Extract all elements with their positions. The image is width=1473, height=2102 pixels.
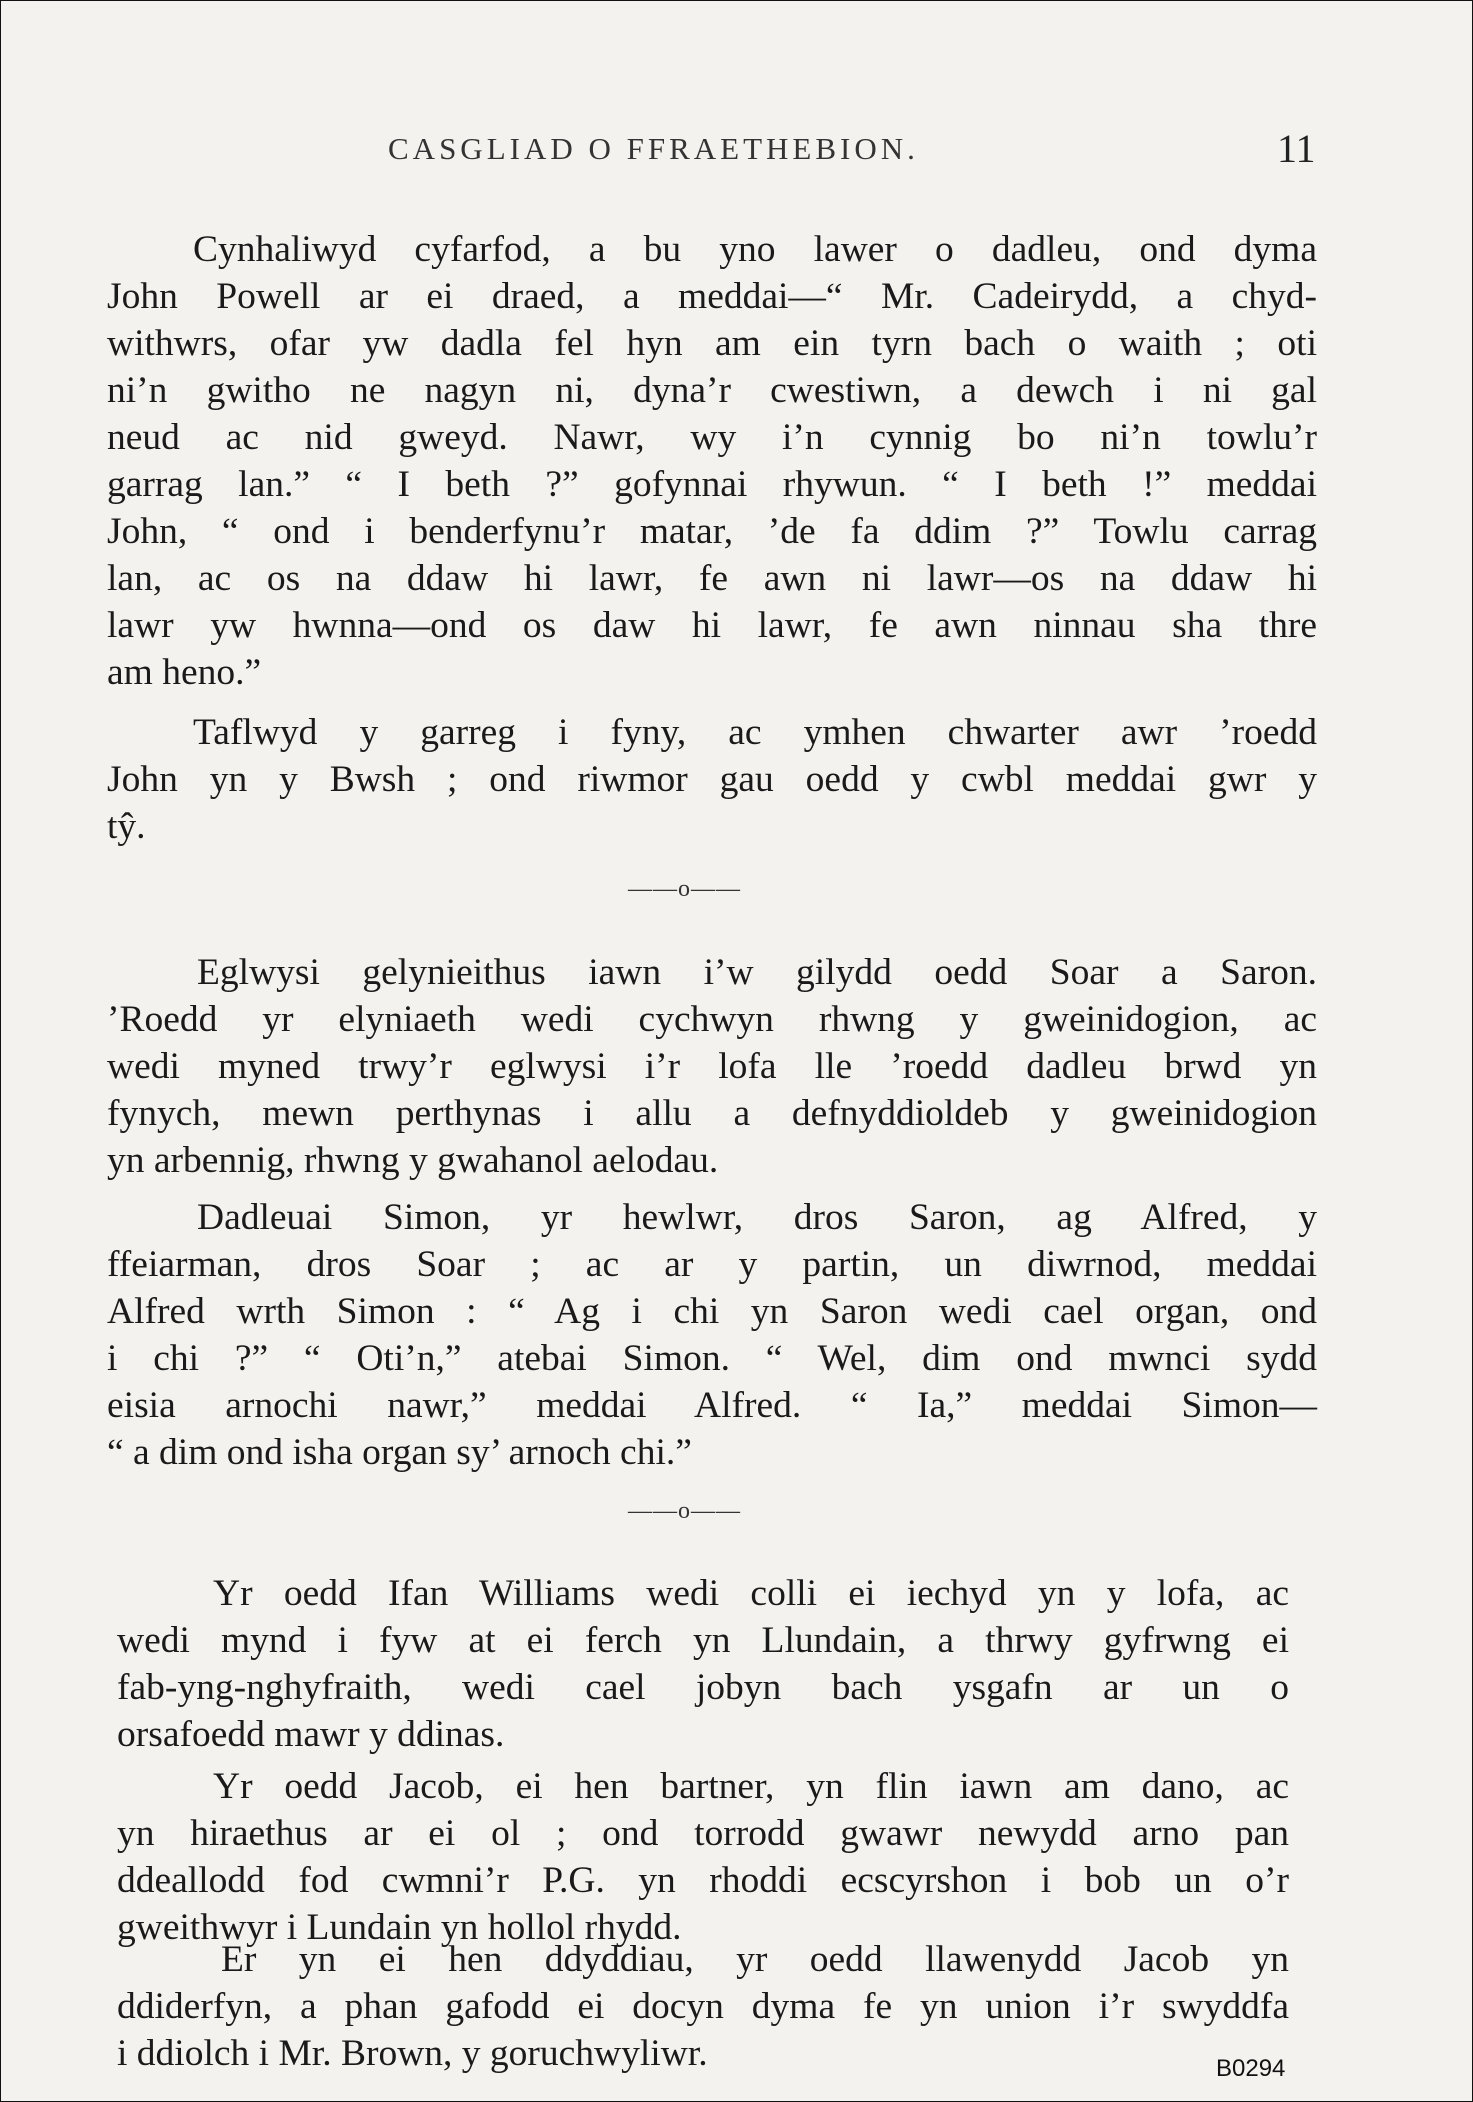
text-line: Dadleuai Simon, yr hewlwr, dros Saron, ag Alfred, y: [197, 1197, 1317, 1238]
text-line: John, “ ond i benderfynu’r matar, ’de fa ddim ?” Towlu carrag: [107, 511, 1317, 552]
text-line: i ddiolch i Mr. Brown, y goruchwyliwr.: [117, 2033, 708, 2074]
text-line: Er yn ei hen ddyddiau, yr oedd llawenydd Jacob yn: [221, 1939, 1289, 1980]
page-number: 11: [1277, 126, 1316, 171]
text-line: “ a dim ond isha organ sy’ arnoch chi.”: [107, 1432, 692, 1473]
text-line: Yr oedd Jacob, ei hen bartner, yn flin iawn am dano, ac: [213, 1766, 1289, 1807]
text-line: fab-yng-nghyfraith, wedi cael jobyn bach ysgafn ar un o: [117, 1667, 1289, 1708]
text-line: gweithwyr i Lundain yn hollol rhydd.: [117, 1907, 682, 1948]
text-line: Yr oedd Ifan Williams wedi colli ei iechyd yn y lofa, ac: [213, 1573, 1289, 1614]
text-line: ffeiarman, dros Soar ; ac ar y partin, un diwrnod, meddai: [107, 1244, 1317, 1285]
text-line: lan, ac os na ddaw hi lawr, fe awn ni lawr—os na ddaw hi: [107, 558, 1317, 599]
text-line: ’Roedd yr elyniaeth wedi cychwyn rhwng y gweinidogion, ac: [107, 999, 1317, 1040]
text-line: i chi ?” “ Oti’n,” atebai Simon. “ Wel, dim ond mwnci sydd: [107, 1338, 1317, 1379]
text-line: lawr yw hwnna—ond os daw hi lawr, fe awn ninnau sha thre: [107, 605, 1317, 646]
text-line: yn arbennig, rhwng y gwahanol aelodau.: [107, 1140, 719, 1181]
text-line: ni’n gwitho ne nagyn ni, dyna’r cwestiwn, a dewch i ni gal: [107, 370, 1317, 411]
text-line: eisia arnochi nawr,” meddai Alfred. “ Ia,” meddai Simon—: [107, 1385, 1317, 1426]
running-header-title: CASGLIAD O FFRAETHEBION.: [388, 131, 919, 166]
text-line: withwrs, ofar yw dadla fel hyn am ein tyrn bach o waith ; oti: [107, 323, 1317, 364]
section-divider: ——o——: [628, 876, 741, 902]
text-line: John yn y Bwsh ; ond riwmor gau oedd y cwbl meddai gwr y: [107, 759, 1317, 800]
section-divider: ——o——: [628, 1498, 741, 1524]
text-line: ddiderfyn, a phan gafodd ei docyn dyma fe yn union i’r swyddfa: [117, 1986, 1289, 2027]
catalog-id-label: B0294: [1216, 2055, 1286, 2082]
text-line: tŷ.: [107, 806, 146, 847]
text-line: John Powell ar ei draed, a meddai—“ Mr. Cadeirydd, a chyd-: [107, 276, 1317, 317]
text-line: wedi mynd i fyw at ei ferch yn Llundain, a thrwy gyfrwng ei: [117, 1620, 1289, 1661]
text-line: garrag lan.” “ I beth ?” gofynnai rhywun. “ I beth !” meddai: [107, 464, 1317, 505]
story3-paragraph1: [117, 1570, 1289, 1758]
story1-paragraph2: [107, 709, 1317, 850]
text-line: Alfred wrth Simon : “ Ag i chi yn Saron wedi cael organ, ond: [107, 1291, 1317, 1332]
text-line: yn hiraethus ar ei ol ; ond torrodd gwawr newydd arno pan: [117, 1813, 1289, 1854]
story2-paragraph2: [107, 1194, 1317, 1476]
text-line: Cynhaliwyd cyfarfod, a bu yno lawer o dadleu, ond dyma: [193, 229, 1317, 270]
text-line: orsafoedd mawr y ddinas.: [117, 1714, 505, 1755]
story1-paragraph1: [107, 226, 1317, 696]
text-line: Eglwysi gelynieithus iawn i’w gilydd oedd Soar a Saron.: [197, 952, 1317, 993]
story3-paragraph3: [117, 1936, 1289, 2077]
story2-paragraph1: [107, 949, 1317, 1184]
story3-paragraph2: [117, 1763, 1289, 1951]
text-line: am heno.”: [107, 652, 262, 693]
text-line: fynych, mewn perthynas i allu a defnyddioldeb y gweinidogion: [107, 1093, 1317, 1134]
text-line: wedi myned trwy’r eglwysi i’r lofa lle ’roedd dadleu brwd yn: [107, 1046, 1317, 1087]
text-line: Taflwyd y garreg i fyny, ac ymhen chwarter awr ’roedd: [193, 712, 1317, 753]
text-line: neud ac nid gweyd. Nawr, wy i’n cynnig bo ni’n towlu’r: [107, 417, 1317, 458]
text-line: ddeallodd fod cwmni’r P.G. yn rhoddi ecscyrshon i bob un o’r: [117, 1860, 1289, 1901]
